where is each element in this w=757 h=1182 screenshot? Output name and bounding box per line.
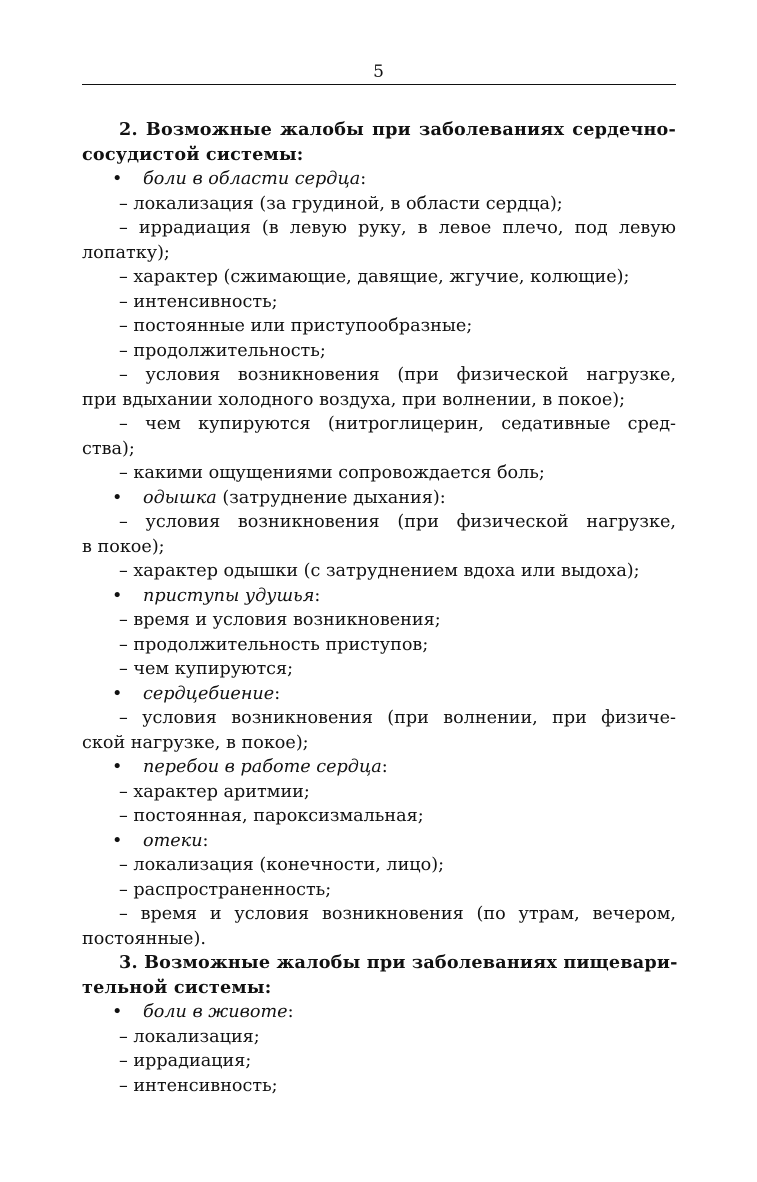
bullet-label: одышка (143, 487, 217, 508)
list-item: – постоянные или приступообразные; (119, 316, 473, 336)
list-item: – характер одышки (с затруднением вдоха или выдоха); (119, 561, 640, 581)
list-item: – условия возникновения (при волнении, при физиче- (119, 708, 676, 728)
list-item: – иррадиация; (119, 1051, 252, 1071)
list-item: – постоянная, пароксизмальная; (119, 806, 424, 826)
list-item: в покое); (82, 536, 165, 557)
list-item: – интенсивность; (119, 1075, 278, 1096)
bullet-edema: • отеки: (82, 829, 676, 854)
bullet-icon: • (112, 683, 123, 704)
list-item: ства); (82, 438, 135, 459)
bullet-suffocation: • приступы удушья: (82, 584, 676, 609)
bullet-icon: • (112, 1002, 123, 1022)
bullet-icon: • (112, 757, 123, 777)
section-2-heading-line-1: 2. Возможные жалобы при заболеваниях сердечно- (119, 119, 676, 140)
page-number: 5 (373, 62, 384, 82)
list-item: – условия возникновения (при физической нагрузке, (119, 365, 676, 385)
bullet-label: боли в животе (143, 1002, 288, 1022)
list-item: – характер (сжимающие, давящие, жгучие, колющие); (119, 267, 630, 287)
bullet-arrhythmia: • перебои в работе сердца: (82, 755, 676, 780)
bullet-label: перебои в работе сердца (143, 757, 382, 777)
bullet-icon: • (112, 585, 123, 606)
bullet-label: приступы удушья (143, 585, 315, 606)
list-item: – продолжительность приступов; (119, 634, 429, 655)
list-item: – интенсивность; (119, 291, 278, 312)
page-body (82, 118, 676, 1098)
bullet-icon: • (112, 169, 123, 189)
list-item: – локализация; (119, 1026, 260, 1047)
section-2-heading-line-2: сосудистой системы: (82, 143, 304, 165)
bullet-heart-pain: • боли в области сердца: (82, 167, 676, 192)
section-3-heading-line-1: 3. Возможные жалобы при заболеваниях пищевари- (119, 952, 678, 973)
list-item: – время и условия возникновения; (119, 610, 441, 630)
header-rule (82, 84, 676, 85)
bullet-abdominal-pain: • боли в животе: (82, 1000, 676, 1025)
bullet-palpitation: • сердцебиение: (82, 682, 676, 707)
list-item: – локализация (за грудиной, в области сердца); (119, 193, 563, 214)
bullet-label: боли в области сердца (143, 169, 361, 189)
list-item: – время и условия возникновения (по утрам, вечером, (119, 904, 676, 924)
list-item: – чем купируются; (119, 659, 294, 679)
list-item: постоянные). (82, 928, 206, 949)
list-item: лопатку); (82, 242, 170, 263)
list-item: – локализация (конечности, лицо); (119, 855, 445, 875)
bullet-label: отеки (143, 830, 203, 851)
list-item: – распространенность; (119, 879, 332, 900)
bullet-icon: • (112, 487, 123, 508)
list-item: ской нагрузке, в покое); (82, 732, 309, 753)
list-item: – характер аритмии; (119, 781, 310, 802)
list-item: – иррадиация (в левую руку, в левое плечо, под левую (119, 218, 676, 238)
list-item: – какими ощущениями сопровождается боль; (119, 463, 545, 483)
section-3-heading-line-2: тельной системы: (82, 976, 272, 998)
bullet-dyspnea: • одышка (затруднение дыхания): (82, 486, 676, 511)
bullet-label: сердцебиение (143, 683, 275, 704)
list-item: при вдыхании холодного воздуха, при волнении, в покое); (82, 389, 626, 410)
list-item: – чем купируются (нитроглицерин, седативные сред- (119, 414, 676, 434)
bullet-icon: • (112, 830, 123, 851)
list-item: – условия возникновения (при физической нагрузке, (119, 512, 676, 532)
list-item: – продолжительность; (119, 340, 326, 361)
